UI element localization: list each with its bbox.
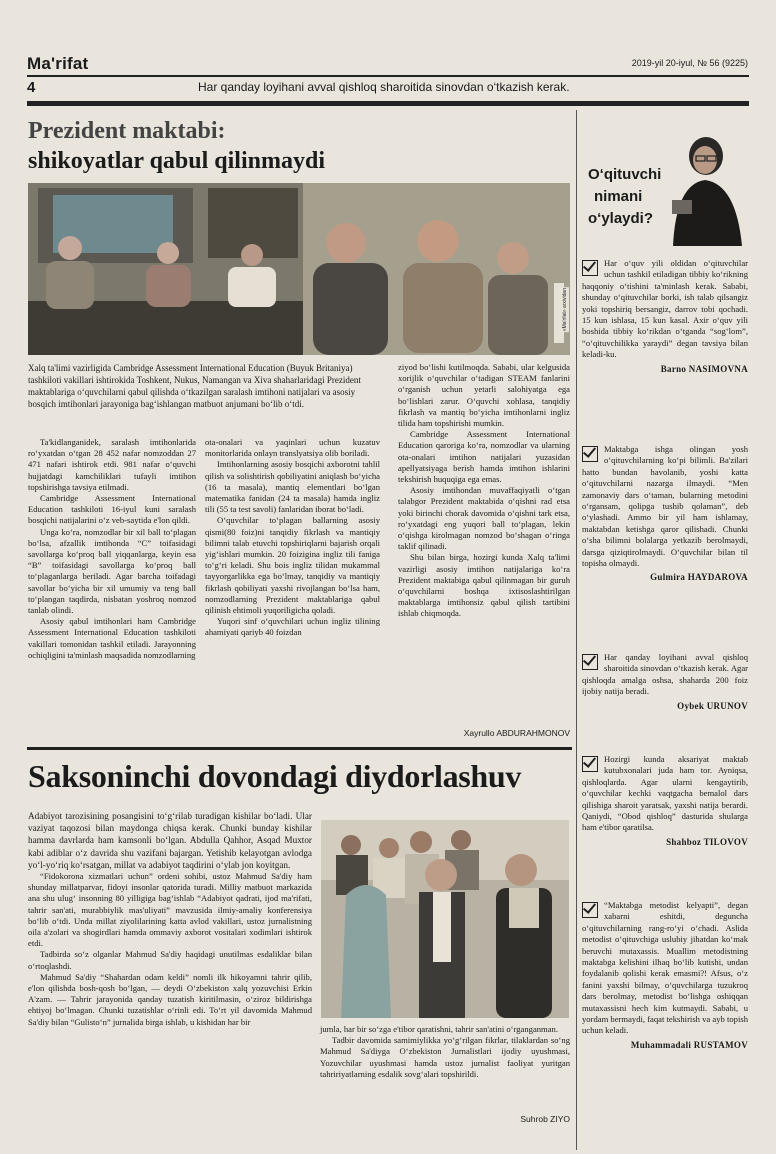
paragraph: “Fidokorona xizmatlari uchun” ordeni sohibi, ustoz Mahmud Sa'diy ham shunday millatparvar, fidoyi insonlar qatorida turadi. Milliy matbuot markazida ana shu ulug‘ insonning 80 yilligiga bag‘ishlab “Adabiyot qadrati, ijod ma'rifati, tahrir san'ati, murabbiylik mas'uliyati” mavzusida ilmiy-amaliy konferensiya bo‘lib o‘tdi. Unda millat ziyolilarining katta avlod vakillari, ustoz jurnalistning oila a'zolari va shogirdlari hamda ommaviy axborot vositalari xodimlari ishtirok etdi. [28,871,312,949]
sidebar-item [582,900,748,1051]
page-number: 4 [27,79,36,96]
paragraph: ziyod bo‘lishi kutilmoqda. Sababi, ular kelgusida xorijlik o‘quvchilar o‘tadigan STEAM fanlarini o‘rganish uchun yetarli salohiyatga ega bo‘lishlari zarur. O‘quvchi xohlasa, tanqidiy fikrlash va mantiq bo‘yicha imtihonlarni ingliz tilida ham topshirishi mumkin. [398,362,570,429]
sidebar-item-author: Oybek URUNOV [677,700,748,711]
article1-author: Xayrullo ABDURAHMONOV [463,728,570,738]
article2-title: Saksoninchi dovondagi diydorlashuv [28,758,522,794]
sidebar-item [582,258,748,375]
paragraph: Tadbirda so‘z olganlar Mahmud Sa'diy haqidagi unutilmas esdaliklar bilan o‘rtoqlashdi. [28,949,312,971]
paragraph: Imtihonlarning asosiy bosqichi axborotni tahlil qilish va solishtirish qobiliyatini aniqlash bo‘yicha (16 ta masala), mantiq elementlari bo‘lgan matematika fanidan (24 ta masala) hamda ingliz tili (55 ta test savoli) fanlaridan iborat bo‘ladi. [205,459,380,515]
meeting-illustration [321,820,569,1018]
sidebar-item-author: Muhammadali RUSTAMOV [630,1039,748,1050]
sidebar-item-text: Hozirgi kunda aksariyat maktab kutubxonalari juda ham tor. Ayniqsa, qishloqlarda. Agar ularni kengaytirib, o‘quvchilar kechki vaqtgacha bemalol dars qilishiga sharoit yaratsak, yaxshi natija berardi. Qaniydi, “Obod qishloq” dasturida shularga ham e'tibor qaratilsa. [582,754,748,833]
paragraph: Adabiyot tarozisining posangisini to‘g‘rilab turadigan kishilar bo‘ladi. Ular vaziyat taqozosi bilan maydonga chiqsa kerak. Chunki bunday kishilar hamma davrlarda ham kamsonli bo‘lgan. Abdulla Qahhor, Asqad Muxtor kabi adiblar o‘z davrida shu vazifani bajargan. Yetishib kelayotgan avlodga yo‘l-yo‘riq ko‘rsatgan, millat va adabiyot taqdirini o‘ylab jon koyitgan. [28,811,312,870]
sidebar-item [582,754,748,848]
article1-col3 [398,362,570,620]
article1-title-line1: Prezident maktabi: [28,118,226,144]
sidebar-item-author: Barno NASIMOVNA [660,363,748,374]
article1-col1 [28,437,196,661]
paragraph: Asosiy imtihondan muvaffaqiyatli o‘tgan talabgor Prezident maktabida o‘qishni rad etsa yoki birinchi chorak davomida o‘qishni tark etsa, ro‘yxatdagi eng yuqori ball to‘plagan, lekin o‘qishga kirolmagan nomzod bo‘shagan o‘ringa taklif qilinadi. [398,485,570,552]
checkmark-icon [582,654,598,670]
article1-title-line2: shikoyatlar qabul qilinmaydi [28,148,325,174]
article1-caption: Xalq ta'limi vazirligida Cambridge Assessment International Education (Buyuk Britaniya) tashkiloti vakillari ishtirokida Toshkent, Nukus, Namangan va Xiva shaharlaridagi Prezident maktablariga o‘quvchilarni qabul qilishda o‘tkazilgan saralash imtihoni natijalari va asosiy bosqich imtihonlari jarayoniga bag‘ishlangan matbuot anjumani bo‘lib o‘tdi. [28,363,361,409]
sidebar-item [582,444,748,584]
section-divider [27,747,572,750]
paragraph: Cambridge Assessment International Education tashkiloti 16-iyul kuni saralash bosqichi natijalarini o‘z veb-saytida e'lon qildi. [28,493,196,526]
article1-col2 [205,437,380,639]
article2-col1 [28,810,312,1028]
article2-author: Suhrob ZIYO [520,1114,570,1124]
header-slogan: Har qanday loyihani avval qishloq sharoitida sinovdan o‘tkazish kerak. [198,80,570,94]
paragraph: Cambridge Assessment International Education qaroriga ko‘ra, nomzodlar va ularning ota-onalari imtihon natijalari yuzasidan apellyatsiyaga berish hamda imtihon ishlarini tekshirish huquqiga ega emas. [398,429,570,485]
checkmark-icon [582,260,598,276]
sidebar-item-text: Maktabga ishga olingan yosh o‘qituvchilarning ko‘pi bilimli. Ba'zilari hatto bundan havolanib, yoshi katta o‘qituvchilarni nazarga ilmaydi. “Men zamonaviy dars o‘taman, bularning metodini o‘rgansam, qolipga tushib qolaman”, deb o‘ylashadi. Ammo bir yil ham ishlamay, maktabdan ketishga qaror qilishadi. Chunki o‘sha bilimni bolalarga yetkazib berolmaydi, darsga qiziqtirolmaydi. O‘quvchilar bilan til topisha olmaydi. [582,444,748,569]
checkmark-icon [582,902,598,918]
header-rule-top [27,75,749,77]
checkmark-icon [582,446,598,462]
paragraph: Unga ko‘ra, nomzodlar bir xil ball to‘plagan bo‘lsa, afzallik imtihonda “C” toifasidagi savollarga ko‘proq ball yiqqanlarga, keyin esa “B” toifasidagi savollarga ko‘proq ball to‘plaganlarga beriladi. Agar barcha toifadagi savollar bo‘yicha bir xil umumiy va teng ball to‘plangan taqdirda, nisbatan yoshroq nomzod tanlab olindi. [28,526,196,616]
sidebar-item-text: “Maktabga metodist kelyapti”, degan xabarni eshitdi, deguncha o‘qituvchilarning rang-ro‘yi o‘chadi. Aslida metodist o‘qituvchiga uslubiy jihatdan ko‘mak beruvchi mutaxassis. Muallim metodistning maktabga kelishini ilhaq bo‘lib kutishi, undan foydalanib qolishi kerak emasmi?! Afsus, o‘z fanini yaxshi bilmay, o‘quvchilarga tuzukroq dars berolmay, metodist bo‘lishga oshiqqan mutaxassisni hech kim kutmaydi. Sababi, u yordam bermaydi, faqat tekshirish va ayb topish uchun keladi. [582,900,748,1036]
paragraph: Asosiy qabul imtihonlari ham Cambridge Assessment International Education tashkiloti vakillari tomonidan tashkil etiladi. Jarayonning ochiqligini ta'minlash maqsadida nomzodlarning [28,616,196,660]
sidebar-item-author: Gulmira HAYDAROVA [650,572,748,583]
sidebar-item-text: Har qanday loyihani avval qishloq sharoitida sinovdan o‘tkazish kerak. Agar qishloqda amalga oshsa, shaharda 200 foiz ijobiy natija beradi. [582,652,748,697]
sidebar-item-text: Har o‘quv yili oldidan o‘qituvchilar uchun tashkil etiladigan tibbiy ko‘rikning haqqoniy o‘tishini ta'minlash kerak. Sababi, shunday o‘qituvchilar borki, ish talab qilsangiz yoki topshiriq bersangiz, darrov tobi qochadi. 15 kun ishlasa, 15 kun kasal. Axir o‘quv yili boshida tibbiy ko‘rikdan o‘tganda “sog‘lom”, “o‘qituvchilikka yaraydi” degan tavsiya bilan keladi-ku. [582,258,748,360]
press-conference-illustration [28,183,570,355]
sidebar-item [582,652,748,712]
paragraph: Ta'kidlanganidek, saralash imtihonlarida ro‘yxatdan o‘tgan 28 452 nafar nomzoddan 27 471 nafari ishtirok etdi. 981 nafar o‘quvchi hujjatdagi kamchiliklari tufayli imtihon topshirishga tavsiya etilmadi. [28,437,196,492]
photo-credit: «Ma'rifat» arxividan [562,288,568,332]
meeting-photo [321,820,569,1018]
sidebar-title-1: O‘qituvchi [588,166,662,183]
sidebar-item-author: Shahboz TILOVOV [666,836,748,847]
press-conference-photo [28,183,570,355]
sidebar-header [580,120,748,250]
paragraph: ota-onalari va yaqinlari uchun kuzatuv monitorlarida onlayn translyatsiya olib boriladi. [205,437,380,459]
header-rule-bottom [27,101,749,106]
paragraph: Yuqori sinf o‘quvchilari uchun ingliz tilining ahamiyati qariyb 40 foizdan [205,616,380,638]
masthead: Ma'rifat [27,54,89,73]
checkmark-icon [582,756,598,772]
paragraph: Mahmud Sa'diy “Shahardan odam keldi” nomli ilk hikoyamni tahrir qilib, e'lon qilishda bosh-qosh bo‘lgan, — deydi O‘zbekiston xalq yozuvchisi Erkin A'zam. — Tahrir jarayonida qanday tuzatish kiritilmasin, o‘ziroz bildirishga ehtiyoj bo‘lmagan. Chunki tuzatishlar o‘rinli edi. To‘rt yil davomida Mahmud Sa'diy bilan “Gulisto‘n” jurnalida birga ishlab, u kishidan har bir [28,971,312,1027]
paragraph: jumla, har bir so‘zga e'tibor qaratishni, tahrir san'atini o‘rganganman. [320,1024,558,1034]
paragraph: Shu bilan birga, hozirgi kunda Xalq ta'limi vazirligi asosiy imtihon natijalariga ko‘ra Prezident maktabiga qabul qilinmagan bir guruh o‘quvchilarni boshqa ixtisoslashtirilgan maktablarga imtihonsiz qabul qilish tartibini ishlab chiqmoqda. [398,552,570,619]
date-issue: 2019-yil 20-iyul, № 56 (9225) [631,58,748,68]
sidebar-title-3: o‘ylaydi? [588,210,654,227]
paragraph: Tadbir davomida samimiylikka yo‘g‘rilgan fikrlar, tilaklardan so‘ng Mahmud Sa'diyga O‘zbekiston Jurnalistlari ijodiy uyushmasi, Yozuvchilar uyushmasi hamda ustoz jurnalist faoliyat yuritgan tahririyatlarning esdalik sovg‘alari topshirildi. [320,1035,570,1079]
paragraph: O‘quvchilar to‘plagan ballarning asosiy qismi(80 foiz)ni tanqidiy fikrlash va mantiqiy bilimni talab etuvchi topshiriqlarni bajarish orqali yig‘ishlari mumkin. 20 foizigina ingliz tili faniga to‘g‘ri keladi. Shu bois ingliz tilidan mukammal tayyorgarlikka ega bo‘lmay, tanqidiy va mantiqiy fikrlash qobiliyati yaxshi rivojlangan bo‘lsa ham, nomzodlarning Prezident maktablariga qabul qilinish ehtimoli yuqoriligicha qoladi. [205,515,380,616]
sidebar-title-2: nimani [594,188,643,205]
article2-col2 [320,1024,570,1080]
teacher-illustration [658,126,748,246]
